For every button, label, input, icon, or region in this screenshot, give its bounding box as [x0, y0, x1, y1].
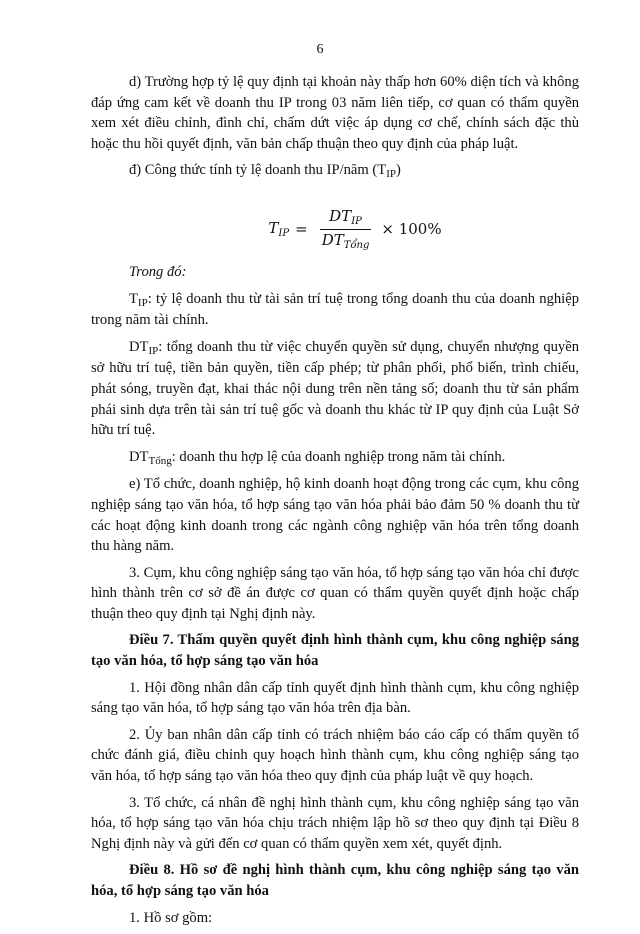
paragraph-d: d) Trường hợp tỷ lệ quy định tại khoản này thấp hơn 60% diện tích và không đáp ứng cam kết về doanh thu IP trong 03 năm liên tiếp, cơ quan có thẩm quyền xem xét điều chỉnh, đình chỉ, chấm dứt việc áp dụng cơ chế, chính sách đặc thù hoặc thu hồi quyết định, văn bản chấp thuận theo quy định của pháp luật. — [91, 74, 579, 152]
formula-equals: = — [295, 220, 308, 239]
article-7-item-1: 1. Hội đồng nhân dân cấp tỉnh quyết định hình thành cụm, khu công nghiệp sáng tạo văn hóa, tổ hợp sáng tạo văn hóa trên địa bàn. — [91, 679, 579, 717]
formula-tip — [91, 188, 579, 256]
formula-numerator: $DT_{IP}$ — [329, 206, 362, 227]
formula-multiplier: × 100% — [381, 220, 442, 239]
formula-lhs: $T_{IP}$ — [268, 218, 290, 239]
definition-tip: $T_{IP}$: tỷ lệ doanh thu từ tài sản trí tuệ trong tổng doanh thu của doanh nghiệp trong năm tài chính. — [91, 290, 579, 329]
paragraph-3: 3. Cụm, khu công nghiệp sáng tạo văn hóa, tổ hợp sáng tạo văn hóa chỉ được hình thành trên cơ sở đề án được cơ quan có thẩm quyền quyết định hoặc chấp thuận theo quy định tại Nghị định này. — [91, 564, 579, 622]
paragraph-dd: đ) Công thức tính tỷ lệ doanh thu IP/năm $(T_{IP})$ — [129, 162, 401, 181]
definition-dttong: $DT_{Tổng}$: doanh thu hợp lệ của doanh nghiệp trong năm tài chính. — [129, 448, 506, 467]
article-7-item-2: 2. Ủy ban nhân dân cấp tỉnh có trách nhiệm báo cáo cấp có thẩm quyền tổ chức đánh giá, điều chỉnh quy hoạch hình thành cụm, khu công nghiệp sáng tạo văn hóa, tổ hợp sáng tạo văn hóa theo quy định của pháp luật về quy hoạch. — [91, 726, 579, 785]
formula-denominator: $DT_{Tổng}$ — [321, 230, 370, 251]
article-8-title: Điều 8. Hồ sơ đề nghị hình thành cụm, khu công nghiệp sáng tạo văn hóa, tổ hợp sáng tạo văn hóa — [91, 862, 579, 899]
paragraph-e: e) Tổ chức, doanh nghiệp, hộ kinh doanh hoạt động trong các cụm, khu công nghiệp sáng tạo văn hóa, tổ hợp sáng tạo văn hóa phải bảo đảm 50 % doanh thu từ các hoạt động kinh doanh trong các ngành công nghiệp văn hóa trên tổng doanh thu hàng năm. — [91, 476, 579, 555]
where-label: Trong đó: — [129, 263, 187, 280]
article-7-item-3: 3. Tổ chức, cá nhân đề nghị hình thành cụm, khu công nghiệp sáng tạo văn hóa, tổ hợp sáng tạo văn hóa chịu trách nhiệm lập hồ sơ theo quy định tại Điều 8 Nghị định này và gửi đến cơ quan có thẩm quyền xem xét, quyết định. — [91, 794, 579, 852]
page-number: 6 — [316, 42, 324, 57]
article-7-title: Điều 7. Thẩm quyền quyết định hình thành cụm, khu công nghiệp sáng tạo văn hóa, tổ hợp sáng tạo văn hóa — [91, 632, 579, 670]
definition-dtip: $DT_{IP}$: tổng doanh thu từ việc chuyển quyền sử dụng, chuyển nhượng quyền sở hữu trí tuệ, tiền bản quyền, tiền cấp phép; từ phân phối, phổ biến, trình chiếu, phát sóng, truyền đạt, khai thác nội dung trên nền tảng số; doanh thu từ sản phẩm phái sinh dựa trên tài sản trí tuệ gốc và doanh thu khác từ IP quy định của Luật Sở hữu trí tuệ. — [91, 338, 579, 439]
article-8-item-1: 1. Hồ sơ gồm: — [129, 909, 213, 926]
formula-fraction — [320, 206, 372, 253]
document-body — [91, 72, 579, 934]
